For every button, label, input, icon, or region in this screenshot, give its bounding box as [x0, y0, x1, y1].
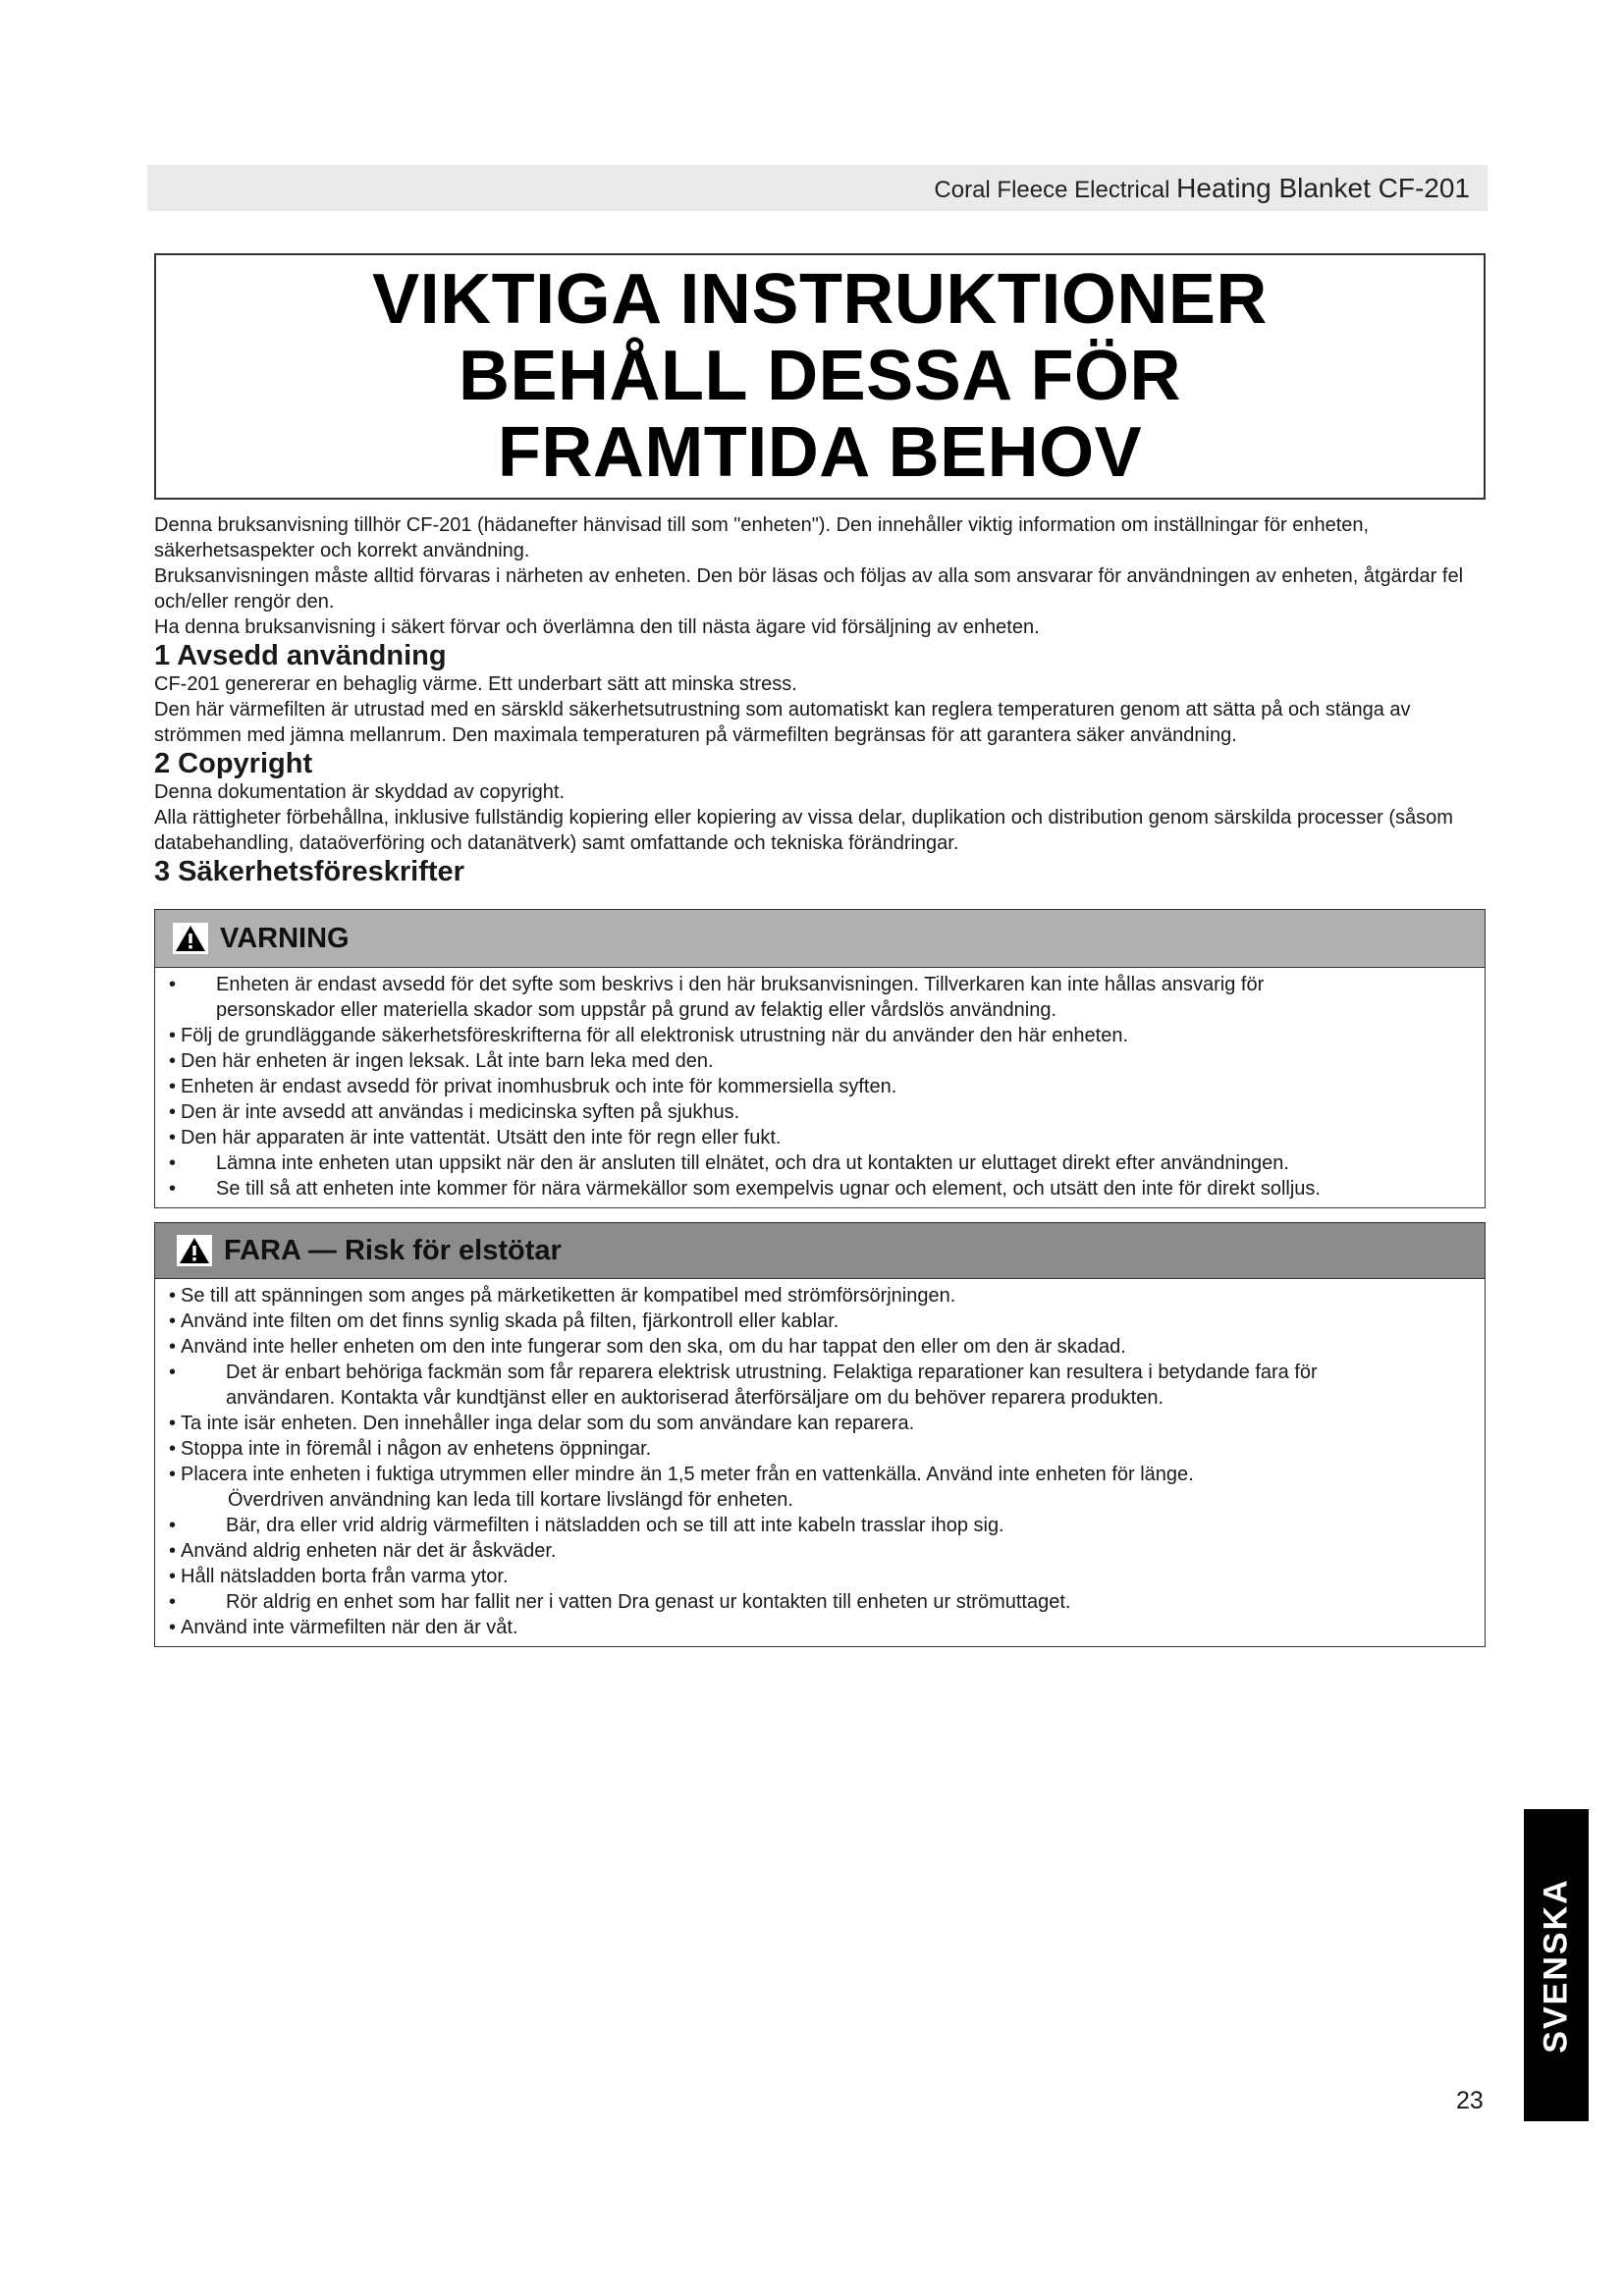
list-item: • Den här enheten är ingen leksak. Låt inte barn leka med den. [169, 1050, 714, 1072]
list-item: • Använd aldrig enheten när det är åskväder. [169, 1540, 557, 1562]
list-item: • Det är enbart behöriga fackmän som får reparera elektrisk utrustning. Felaktiga reparationer kan resultera i betydande fara för användaren. Kontakta vår kundtjänst eller en auktoriserad återförsäljare om du behöver reparera produkten. [169, 1362, 1318, 1409]
warning-list [155, 968, 1485, 1207]
language-label: SVENSKA [1537, 1877, 1575, 2054]
list-item: • Se till så att enheten inte kommer för nära värmekällor som exempelvis ugnar och element, och utsätt den inte för direkt solljus. [169, 1178, 1321, 1200]
main-content [154, 505, 1486, 1647]
intro-paragraph: Denna bruksanvisning tillhör CF-201 (hädanefter hänvisad till som "enheten"). Den innehåller viktig information om inställningar för enheten, säkerhetsaspekter och korrekt användning. [154, 514, 1370, 561]
list-item-continuation: Överdriven användning kan leda till kortare livslängd för enheten. [228, 1489, 793, 1511]
title-line-2: BEHÅLL DESSA FÖR [458, 337, 1182, 415]
section-1-paragraph: CF-201 genererar en behaglig värme. Ett underbart sätt att minska stress. [154, 673, 797, 695]
title-box [154, 253, 1486, 500]
list-item: • Använd inte heller enheten om den inte fungerar som den ska, om du har tappat den eller om den är skadad. [169, 1336, 1126, 1358]
section-1-heading: 1 Avsedd användning [154, 640, 447, 671]
list-item: • Bär, dra eller vrid aldrig värmefilten i nätsladden och se till att inte kabeln trasslar ihop sig. [169, 1515, 1004, 1536]
list-item: • Ta inte isär enheten. Den innehåller inga delar som du som användare kan reparera. [169, 1413, 915, 1434]
list-item: • Placera inte enheten i fuktiga utrymmen eller mindre än 1,5 meter från en vattenkälla. Använd inte enheten för länge. [169, 1464, 1194, 1485]
warning-title: VARNING [220, 922, 350, 954]
danger-list [155, 1279, 1485, 1646]
list-item: • Se till att spänningen som anges på märketiketten är kompatibel med strömförsörjningen. [169, 1285, 956, 1307]
intro-paragraph: Bruksanvisningen måste alltid förvaras i närheten av enheten. Den bör läsas och följas av alla som ansvarar för användningen av enheten, åtgärdar fel och/eller rengör den. [154, 565, 1464, 613]
warning-triangle-icon [173, 923, 208, 954]
section-2-heading: 2 Copyright [154, 748, 313, 779]
warning-header [155, 910, 1485, 968]
list-item: • Stoppa inte in föremål i någon av enhetens öppningar. [169, 1438, 652, 1460]
list-item: • Enheten är endast avsedd för privat inomhusbruk och inte för kommersiella syften. [169, 1076, 897, 1097]
list-item: • Använd inte filten om det finns synlig skada på filten, fjärkontroll eller kablar. [169, 1310, 839, 1332]
list-item: • Följ de grundläggande säkerhetsföreskrifterna för all elektronisk utrustning när du använder den här enheten. [169, 1025, 1129, 1046]
section-3-heading: 3 Säkerhetsföreskrifter [154, 856, 464, 887]
section-2-paragraph: Alla rättigheter förbehållna, inklusive fullständig kopiering eller kopiering av vissa delar, duplikation och distribution genom särskilda processer (såsom databehandling, dataöverföring och datanätverk) samt omfattande och tekniska förändringar. [154, 807, 1453, 854]
warning-triangle-icon [177, 1235, 212, 1266]
list-item: • Den här apparaten är inte vattentät. Utsätt den inte för regn eller fukt. [169, 1127, 782, 1148]
running-header [147, 165, 1488, 211]
danger-header [155, 1223, 1485, 1279]
list-item: • Enheten är endast avsedd för det syfte som beskrivs i den här bruksanvisningen. Tillverkaren kan inte hållas ansvarig för personskador eller materiella skador som uppstår på grund av felaktig eller vårdslös användning. [169, 974, 1265, 1021]
danger-box [154, 1222, 1486, 1647]
list-item: • Rör aldrig en enhet som har fallit ner i vatten Dra genast ur kontakten till enheten ur strömuttaget. [169, 1591, 1071, 1613]
header-product-big: Heating Blanket CF-201 [1176, 173, 1470, 203]
section-1-paragraph: Den här värmefilten är utrustad med en särskld säkerhetsutrustning som automatiskt kan reglera temperaturen genom att sätta på och stänga av strömmen med jämna mellanrum. Den maximala temperaturen på värmefilten begränsas för att garantera säker användning. [154, 699, 1411, 746]
header-product-small: Coral Fleece Electrical [934, 177, 1170, 203]
title-line-1: VIKTIGA INSTRUKTIONER [372, 260, 1268, 339]
title-line-3: FRAMTIDA BEHOV [497, 413, 1143, 492]
intro-paragraph: Ha denna bruksanvisning i säkert förvar och överlämna den till nästa ägare vid försäljning av enheten. [154, 616, 1040, 638]
list-item: • Lämna inte enheten utan uppsikt när den är ansluten till elnätet, och dra ut kontakten ur eluttaget direkt efter användningen. [169, 1152, 1289, 1174]
intro-text [154, 512, 1486, 640]
list-item: • Använd inte värmefilten när den är våt. [169, 1617, 518, 1638]
warning-box [154, 909, 1486, 1208]
language-side-tab [1524, 1809, 1589, 2121]
danger-title: FARA — Risk för elstötar [224, 1234, 562, 1266]
list-item: • Håll nätsladden borta från varma ytor. [169, 1566, 509, 1587]
page-number: 23 [1456, 2087, 1484, 2114]
section-2-paragraph: Denna dokumentation är skyddad av copyright. [154, 781, 566, 803]
list-item: • Den är inte avsedd att användas i medicinska syften på sjukhus. [169, 1101, 740, 1123]
